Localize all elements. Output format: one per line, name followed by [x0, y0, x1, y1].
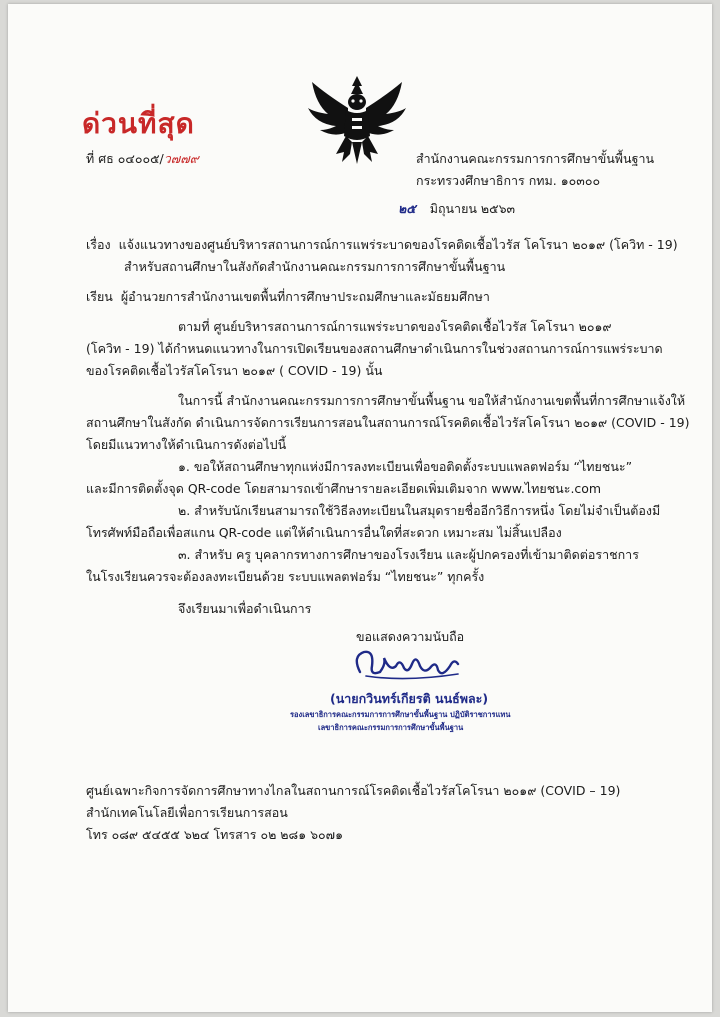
subject-label: เรื่อง: [86, 237, 111, 252]
subject-text-1: แจ้งแนวทางของศูนย์บริหารสถานการณ์การแพร่ระบาดของโรคติดเชื้อไวรัส โคโรนา ๒๐๑๙ (โควิท - 19): [118, 237, 678, 252]
item2-line2: โทรศัพท์มือถือเพื่อสแกน QR-code แต่ให้ดำเนินการอื่นใดที่สะดวก เหมาะสม ไม่สิ้นเปลือง: [86, 525, 562, 540]
urgency-stamp: ด่วนที่สุด: [82, 107, 195, 140]
item2-line1: ๒. สำหรับนักเรียนสามารถใช้วิธีลงทะเบียนในสมุดรายชื่ออีกวิธีการหนึ่ง โดยไม่จำเป็นต้องมี: [178, 503, 661, 518]
document-number-prefix: ที่ ศธ ๐๔๐๐๕/: [86, 151, 164, 166]
item1-line2: และมีการติดตั้งจุด QR-code โดยสามารถเข้าศึกษารายละเอียดเพิ่มเติมจาก www.ไทยชนะ.com: [86, 481, 602, 496]
signer-position-1: รองเลขาธิการคณะกรรมการการศึกษาขั้นพื้นฐาน ปฏิบัติราชการแทน: [290, 710, 511, 719]
para2-line3: โดยมีแนวทางให้ดำเนินการดังต่อไปนี้: [86, 437, 287, 452]
para2-line1: ในการนี้ สำนักงานคณะกรรมการการศึกษาขั้นพื้นฐาน ขอให้สำนักงานเขตพื้นที่การศึกษาแจ้งให้: [178, 393, 686, 408]
document-number-handwritten: ว๗๗๙: [163, 151, 199, 166]
recipient-label: เรียน: [86, 289, 113, 304]
subject-text-2: สำหรับสถานศึกษาในสังกัดสำนักงานคณะกรรมการการศึกษาขั้นพื้นฐาน: [124, 259, 506, 274]
para1-line1: ตามที่ ศูนย์บริหารสถานการณ์การแพร่ระบาดของโรคติดเชื้อไวรัส โคโรนา ๒๐๑๙: [178, 319, 612, 334]
recipient-text: ผู้อำนวยการสำนักงานเขตพื้นที่การศึกษาประถมศึกษาและมัธยมศึกษา: [120, 289, 490, 304]
item1-line1: ๑. ขอให้สถานศึกษาทุกแห่งมีการลงทะเบียนเพื่อขอติดตั้งระบบแพลตฟอร์ม “ไทยชนะ”: [178, 459, 633, 474]
subject-line: [86, 236, 678, 253]
item3-line1: ๓. สำหรับ ครู บุคลากรทางการศึกษาของโรงเรียน และผู้ปกครองที่เข้ามาติดต่อราชการ: [178, 547, 639, 562]
document-number: [86, 150, 199, 167]
para1-line3: ของโรคติดเชื้อไวรัสโคโรนา ๒๐๑๙ ( COVID - 19) นั้น: [86, 363, 383, 378]
handwritten-signature-icon: [346, 642, 476, 688]
para2-line2: สถานศึกษาในสังกัด ดำเนินการจัดการเรียนการสอนในสถานการณ์โรคติดเชื้อไวรัสโคโรนา ๒๐๑๙ (COVID - 19): [86, 415, 690, 430]
date-day-handwritten: ๒๕: [398, 201, 416, 216]
date-month-year: มิถุนายน ๒๕๖๓: [429, 201, 516, 216]
recipient-line: [86, 288, 490, 305]
footer-office: สำนักเทคโนโลยีเพื่อการเรียนการสอน: [86, 805, 288, 820]
issuing-office: สำนักงานคณะกรรมการการศึกษาขั้นพื้นฐาน: [416, 151, 655, 166]
issuing-office-address: กระทรวงศึกษาธิการ กทม. ๑๐๓๐๐: [416, 173, 601, 188]
garuda-emblem-icon: [306, 74, 408, 166]
para1-line2: (โควิท - 19) ได้กำหนดแนวทางในการเปิดเรียนของสถานศึกษาดำเนินการในช่วงสถานการณ์การแพร่ระบาด: [86, 341, 663, 356]
closing-text: จึงเรียนมาเพื่อดำเนินการ: [178, 601, 312, 616]
signer-name: (นายกวินทร์เกียรติ นนธ์พละ): [330, 691, 489, 706]
item3-line2: ในโรงเรียนควรจะต้องลงทะเบียนด้วย ระบบแพลตฟอร์ม “ไทยชนะ” ทุกครั้ง: [86, 569, 485, 584]
regards-text: ขอแสดงความนับถือ: [356, 629, 465, 644]
footer-contact: โทร ๐๘๙ ๕๔๕๕ ๖๒๔ โทรสาร ๐๒ ๒๘๑ ๖๐๗๑: [86, 827, 344, 842]
signer-position-2: เลขาธิการคณะกรรมการการศึกษาขั้นพื้นฐาน: [318, 723, 464, 732]
footer-unit: ศูนย์เฉพาะกิจการจัดการศึกษาทางไกลในสถานการณ์โรคติดเชื้อไวรัสโคโรนา ๒๐๑๙ (COVID – 19): [86, 783, 621, 798]
document-date: [398, 200, 515, 217]
